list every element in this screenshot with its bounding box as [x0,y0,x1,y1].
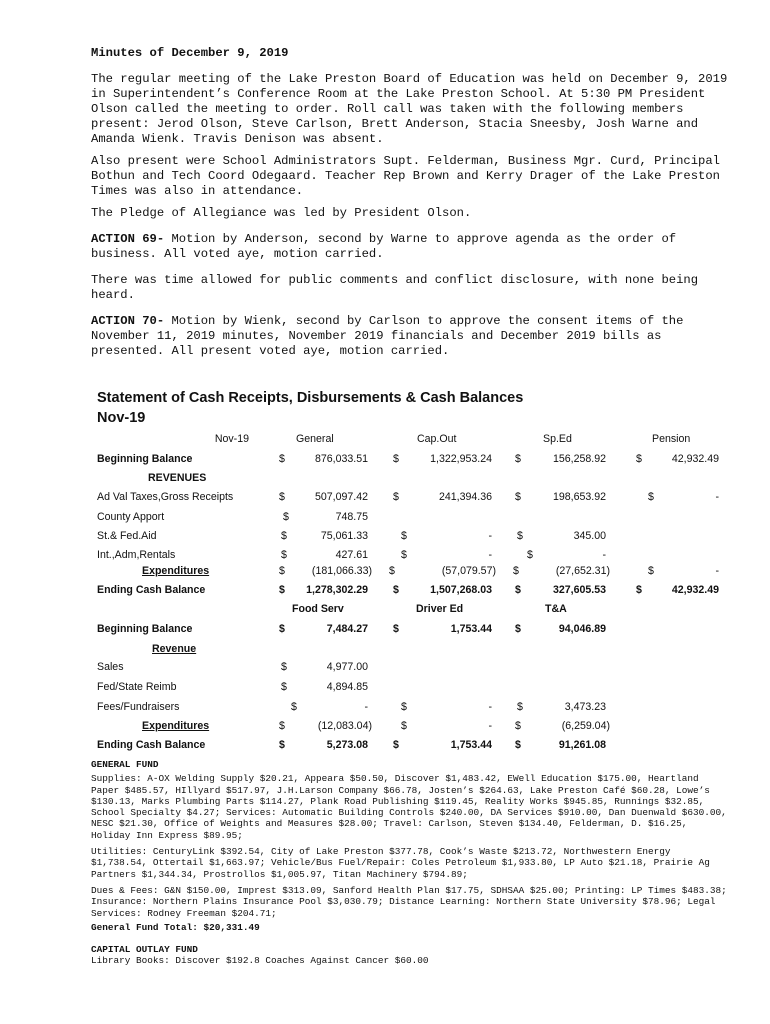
dollar-sign: $ [401,549,407,561]
cell-cap-out: 1,322,953.24 [430,453,492,465]
dollar-sign: $ [283,511,289,523]
cell-food-serv: 7,484.27 [326,623,368,635]
dollar-sign: $ [393,739,399,751]
meeting-minutes [91,46,731,366]
cell-general: (181,066.33) [311,565,372,577]
row-label: Ad Val Taxes,Gross Receipts [97,491,234,503]
cell-cap-out: (57,079.57) [441,565,496,577]
dollar-sign: $ [517,701,523,713]
cell-sp-ed: (27,652.31) [555,565,610,577]
cell-cap-out: 241,394.36 [438,491,492,503]
row-label: Expenditures [142,565,210,577]
cell-general: 507,097.42 [314,491,368,503]
cell-cap-out: - [488,549,492,561]
table-row-beginning [0,623,770,639]
dollar-sign: $ [401,701,407,713]
capital-outlay-library-books: Library Books: Discover $192.8 Coaches Against Cancer $60.00 [91,955,429,967]
row-label: Fed/State Reimb [97,681,177,693]
dollar-sign: $ [401,530,407,542]
dollar-sign: $ [279,565,285,577]
col-header-general: General [296,433,334,445]
dollar-sign: $ [515,623,521,635]
minutes-title: Minutes of December 9, 2019 [91,46,289,60]
dollar-sign: $ [281,681,287,693]
dollar-sign: $ [513,565,519,577]
table-row-expenditures [0,565,770,581]
cell-cap-out: - [488,530,492,542]
dollar-sign: $ [393,453,399,465]
table-row-fees-fundraisers [0,701,770,717]
table-row-beginning [0,453,770,469]
table-row-revenue-heading [0,643,770,659]
dollar-sign: $ [281,661,287,673]
action-70 [91,314,731,359]
dollar-sign: $ [279,491,285,503]
action-70-label: ACTION 70- [91,314,165,328]
action-69-label: ACTION 69- [91,232,165,246]
dollar-sign: $ [279,453,285,465]
row-label: Beginning Balance [97,453,193,465]
table-row-int-adm-rentals [0,549,770,565]
dollar-sign: $ [279,623,285,635]
period-label: Nov-19 [214,433,249,445]
minutes-paragraph-pledge: The Pledge of Allegiance was led by President Olson. [91,206,472,220]
action-69 [91,232,731,262]
cell-food-serv: 4,977.00 [326,661,368,673]
cell-driver-ed: 1,753.44 [450,739,492,751]
fund-listings [91,759,731,972]
table-row-expenditures [0,720,770,736]
table-row-county-apport [0,511,770,527]
row-label: County Apport [97,511,165,523]
cell-food-serv: - [364,701,368,713]
action-70-text: Motion by Wienk, second by Carlson to approve the consent items of the November 11, 2019 minutes, November 2019 financials and December 2019 bills as presented. All present voted aye, motion carried. [91,314,684,358]
minutes-paragraph-public-comments: There was time allowed for public comments and conflict disclosure, with none being heard. [91,273,699,302]
general-fund-utilities-vehicle: Utilities: CenturyLink $392.54, City of Lake Preston $377.78, Cook’s Waste $213.72, Northwestern Energy $1,738.54, Ottertail $1,663.97; Vehicle/Bus Fuel/Repair: Coles Petroleum $1,933.80, LP Auto $21.18, Prairie Ag Partners $1,344.34, Prostrollos $1,005.97, Titan Machinery $794.89; [91,846,710,880]
table-row-fed-state-reimb [0,681,770,697]
cell-t-and-a: (6,259.04) [561,720,610,732]
dollar-sign: $ [515,584,521,596]
table-row-st-fed-aid [0,530,770,546]
cell-pension: - [715,565,719,577]
cell-t-and-a: 3,473.23 [564,701,606,713]
col-header-sp-ed: Sp.Ed [543,433,572,445]
cell-driver-ed: 1,753.44 [450,623,492,635]
cell-food-serv: 5,273.08 [326,739,368,751]
row-label: Fees/Fundraisers [97,701,180,713]
cell-sp-ed: - [602,549,606,561]
capital-outlay-heading: CAPITAL OUTLAY FUND [91,944,198,956]
cell-t-and-a: 91,261.08 [558,739,606,751]
col-header-pension: Pension [652,433,691,445]
cell-sp-ed: 198,653.92 [552,491,606,503]
dollar-sign: $ [393,584,399,596]
cell-pension: 42,932.49 [671,584,719,596]
cell-general: 427.61 [335,549,368,561]
dollar-sign: $ [279,739,285,751]
dollar-sign: $ [515,739,521,751]
dollar-sign: $ [279,720,285,732]
cell-general: 75,061.33 [320,530,368,542]
dollar-sign: $ [279,584,285,596]
row-label: Sales [97,661,124,673]
dollar-sign: $ [389,565,395,577]
col-header-t-and-a: T&A [545,603,567,615]
table-row-sales [0,661,770,677]
dollar-sign: $ [393,623,399,635]
table-row-ending [0,584,770,600]
dollar-sign: $ [393,491,399,503]
cell-pension: - [715,491,719,503]
dollar-sign: $ [648,491,654,503]
dollar-sign: $ [281,530,287,542]
cell-general: 748.75 [335,511,368,523]
cell-general: 1,278,302.29 [306,584,368,596]
minutes-paragraph-roll-call: The regular meeting of the Lake Preston Board of Education was held on December 9, 2019 in Superintendent’s Conference Room at the Lake Preston School. At 5:30 PM President Olson called the meeting to order. Roll call was taken with the following members present: Jerod Olson, Steve Carlson, Brett Anderson, Stacia Sneesby, Josh Warne and Amanda Wienk. Travis Denison was absent. [91,72,728,146]
cell-sp-ed: 156,258.92 [552,453,606,465]
cell-driver-ed: - [488,720,492,732]
dollar-sign: $ [401,720,407,732]
general-fund-heading: GENERAL FUND [91,759,159,770]
dollar-sign: $ [648,565,654,577]
dollar-sign: $ [636,584,642,596]
general-fund-dues-fees: Dues & Fees: G&N $150.00, Imprest $313.09, Sanford Health Plan $17.75, SDHSAA $25.00; Printing: LP Times $483.38; Insurance: Northern Plains Insurance Pool $3,030.79; Distance Learning: Northern State University $78.96; Legal Services: Rodney Freeman $204.71; [91,884,727,919]
row-label: St.& Fed.Aid [97,530,157,542]
minutes-paragraph-attendance: Also present were School Administrators Supt. Felderman, Business Mgr. Curd, Principal Bothun and Tech Coord Odegaard. Teacher Rep Brown and Kerry Drager of the Lake Preston Times was also in attendance. [91,154,720,198]
dollar-sign: $ [281,549,287,561]
col-header-driver-ed: Driver Ed [416,603,464,615]
table-row-revenues-heading [0,472,770,488]
cell-general: 876,033.51 [314,453,368,465]
dollar-sign: $ [527,549,533,561]
cell-cap-out: 1,507,268.03 [430,584,492,596]
col-header-food-serv: Food Serv [292,603,344,615]
dollar-sign: $ [515,720,521,732]
table-row-ad-val [0,491,770,507]
action-69-text: Motion by Anderson, second by Warne to approve agenda as the order of business. All voted aye, motion carried. [91,232,677,261]
table-header-row [0,433,770,449]
revenue-heading: Revenue [152,643,197,655]
dollar-sign: $ [636,453,642,465]
row-label: Beginning Balance [97,623,193,635]
cell-sp-ed: 327,605.53 [552,584,606,596]
col-header-cap-out: Cap.Out [417,433,457,445]
row-label: Expenditures [142,720,210,732]
cell-food-serv: 4,894.85 [326,681,368,693]
dollar-sign: $ [517,530,523,542]
revenues-heading: REVENUES [148,472,207,484]
statement-subtitle: Nov-19 [97,410,146,426]
statement-title: Statement of Cash Receipts, Disbursements & Cash Balances [97,390,524,406]
row-label: Ending Cash Balance [97,739,206,751]
cell-food-serv: (12,083.04) [317,720,372,732]
dollar-sign: $ [515,491,521,503]
general-fund-total: General Fund Total: $20,331.49 [91,921,260,933]
general-fund-supplies-services: Supplies: A-OX Welding Supply $20.21, Appeara $50.50, Discover $1,483.42, EWell Education $175.00, Heartland Paper $485.57, HIllyard $517.97, J.H.Larson Company $66.78, Josten’s $264.63, Lake Preston Café $60.28, Lowe’s $130.13, Marks Plumbing Parts $114.27, Plank Road Publishing $119.45, Reality Works $945.85, Runnings $32.85, School Specialty $4.27; Services: Automatic Building Controls $240.00, DA Services $910.00, Dan Duenwald $630.00, NESC $21.30, Office of Weights and Measures $28.00; Travel: Carlson, Steven $134.40, Felderman, D. $16.25, Holiday Inn Express $89.95; [91,773,727,841]
table-header-row [0,603,770,619]
dollar-sign: $ [515,453,521,465]
dollar-sign: $ [291,701,297,713]
cell-driver-ed: - [488,701,492,713]
cell-t-and-a: 94,046.89 [558,623,606,635]
table-row-ending [0,739,770,755]
cell-sp-ed: 345.00 [573,530,606,542]
row-label: Ending Cash Balance [97,584,206,596]
cell-pension: 42,932.49 [671,453,719,465]
row-label: Int.,Adm,Rentals [97,549,176,561]
